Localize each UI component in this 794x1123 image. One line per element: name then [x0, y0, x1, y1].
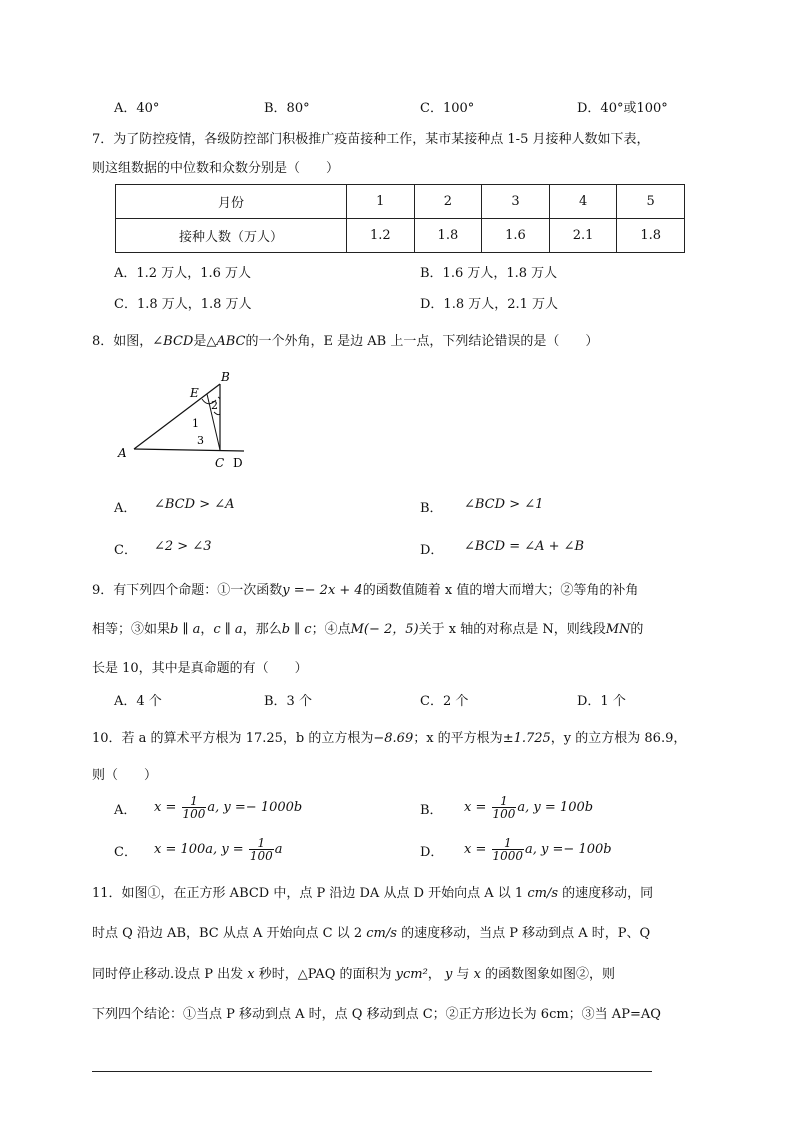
q8-option-a-label: A． — [114, 501, 137, 516]
numerator: 1 — [182, 795, 207, 808]
q7-data-table — [115, 184, 685, 253]
q8-stem — [92, 330, 598, 349]
q11-math: ycm² — [395, 967, 428, 982]
q11-stem-line2 — [92, 922, 650, 941]
q8-stem-prefix: 8．如图， — [92, 334, 153, 349]
fraction — [492, 837, 525, 862]
q10-option-d-label: D． — [420, 845, 444, 860]
numerator: 1 — [249, 837, 274, 850]
expr: a — [274, 842, 283, 857]
q6-option-a: A．40° — [114, 101, 160, 116]
q11-stem-line3 — [92, 963, 615, 982]
q9-text: 关于 x 轴的对称点是 N，则线段 — [418, 622, 606, 637]
table-row — [116, 185, 685, 219]
q11-math: y — [444, 967, 453, 982]
q8-option-b-label: B． — [420, 501, 443, 516]
q10-option-c — [154, 837, 283, 862]
q8-stem-suffix: 的一个外角，E 是边 AB 上一点，下列结论错误的是（ ） — [245, 334, 599, 349]
q9-text: ，那么 — [242, 622, 282, 637]
q10-math: ±1.725 — [502, 731, 551, 746]
expr: x = — [464, 800, 487, 815]
angle-3-label: 3 — [197, 434, 204, 447]
table-cell: 1.2 — [347, 219, 415, 253]
q11-math: x — [473, 967, 481, 982]
q8-option-d-label: D． — [420, 543, 444, 558]
q7-stem-line2: 则这组数据的中位数和众数分别是（ ） — [92, 161, 340, 176]
q10-option-b-label: B． — [420, 803, 443, 818]
table-cell: 5 — [617, 185, 685, 219]
denominator: 100 — [249, 849, 273, 863]
point-b-label: B — [221, 370, 230, 384]
q9-option-a: A．4 个 — [114, 694, 162, 709]
table-cell: 1.8 — [414, 219, 482, 253]
q10-option-b — [464, 795, 593, 820]
angle-1-label: 1 — [192, 417, 199, 430]
q8-option-c-label: C． — [114, 543, 137, 558]
table-cell: 2 — [414, 185, 482, 219]
table-cell: 3 — [482, 185, 550, 219]
q11-text: 的函数图象如图②，则 — [480, 967, 616, 982]
q10-option-a-label: A． — [114, 803, 137, 818]
q7-option-c: C．1.8 万人，1.8 万人 — [114, 297, 252, 312]
table-cell: 1.6 — [482, 219, 550, 253]
q7-option-d: D．1.8 万人，2.1 万人 — [420, 297, 559, 312]
q11-text: 同时停止移动.设点 P 出发 — [92, 967, 248, 982]
q11-text: 的速度移动，当点 P 移动到点 A 时，P、Q — [396, 926, 651, 941]
q9-text: 相等；③如果 — [92, 622, 171, 637]
angle-2-label: 2 — [211, 399, 218, 412]
angle-arc-3 — [214, 412, 220, 415]
q7-option-a: A．1.2 万人，1.6 万人 — [114, 266, 252, 281]
table-row-label: 接种人数（万人） — [116, 219, 347, 253]
expr: x = 100a, y = — [154, 842, 244, 857]
table-row — [116, 219, 685, 253]
point-a-label: A — [118, 446, 127, 460]
table-cell: 4 — [549, 185, 617, 219]
q9-text: ；④点 — [311, 622, 351, 637]
q7-option-b: B．1.6 万人，1.8 万人 — [420, 266, 558, 281]
q9-math: b ∥ c — [281, 622, 312, 637]
segment-ab — [134, 384, 220, 449]
q11-math: cm/s — [527, 886, 558, 901]
numerator: 1 — [492, 837, 525, 850]
q6-option-b: B．80° — [264, 101, 310, 116]
q8-option-d: ∠BCD = ∠A + ∠B — [464, 539, 585, 554]
point-d-label: D — [233, 456, 243, 470]
q8-stem-math1: ∠BCD — [152, 334, 194, 349]
q10-stem-line2: 则（ ） — [92, 768, 158, 783]
q9-option-d: D．1 个 — [577, 694, 626, 709]
q9-math: b ∥ a — [170, 622, 201, 637]
q9-math: MN — [605, 622, 631, 637]
expr: a, y =− 100b — [525, 842, 612, 857]
q10-stem-line1 — [92, 727, 686, 746]
q8-option-a: ∠BCD > ∠A — [154, 497, 235, 512]
q11-math: x — [247, 967, 255, 982]
q10-option-c-label: C． — [114, 845, 137, 860]
q11-text: 与 — [452, 967, 474, 982]
table-cell: 1 — [347, 185, 415, 219]
q11-text: 11．如图①，在正方形 ABCD 中，点 P 沿边 DA 从点 D 开始向点 A 以 1 — [92, 886, 528, 901]
q9-option-c: C．2 个 — [420, 694, 469, 709]
q8-stem-math2: ABC — [216, 334, 246, 349]
numerator: 1 — [492, 795, 517, 808]
q6-option-d: D．40°或100° — [577, 101, 668, 116]
q9-option-b: B．3 个 — [264, 694, 312, 709]
q9-math: y =− 2x + 4 — [282, 583, 363, 598]
point-e-label: E — [190, 386, 199, 400]
q8-option-c: ∠2 > ∠3 — [154, 539, 212, 554]
q10-text: ，y 的立方根为 86.9， — [550, 731, 687, 746]
expr: a, y = 100b — [517, 800, 594, 815]
q9-math: M(− 2，5) — [350, 622, 419, 637]
footer-divider — [92, 1071, 652, 1072]
q9-math: c ∥ a — [213, 622, 243, 637]
q9-text: 的函数值随着 x 值的增大而增大；②等角的补角 — [362, 583, 639, 598]
denominator: 100 — [492, 807, 516, 821]
denominator: 100 — [182, 807, 206, 821]
q8-option-b: ∠BCD > ∠1 — [464, 497, 544, 512]
q11-text: ， — [427, 967, 445, 982]
q10-math: −8.69 — [373, 731, 414, 746]
segment-ad — [134, 449, 244, 451]
expr: x = — [154, 800, 177, 815]
q7-stem-line1: 7．为了防控疫情，各级防控部门积极推广疫苗接种工作，某市某接种点 1-5 月接种人数如下表， — [92, 132, 650, 147]
q9-stem-line1 — [92, 579, 638, 598]
q11-math: cm/s — [366, 926, 397, 941]
q9-stem-line3: 长是 10，其中是真命题的有（ ） — [92, 661, 308, 676]
q9-stem-line2 — [92, 618, 643, 637]
fraction — [182, 795, 207, 820]
q8-triangle-figure — [110, 362, 260, 474]
q8-stem-mid: 是△ — [193, 334, 217, 349]
q9-text: 的 — [630, 622, 644, 637]
q10-text: 10．若 a 的算术平方根为 17.25，b 的立方根为 — [92, 731, 374, 746]
q11-text: 时点 Q 沿边 AB，BC 从点 A 开始向点 C 以 2 — [92, 926, 367, 941]
table-header-label: 月份 — [116, 185, 347, 219]
q10-option-d — [464, 837, 612, 862]
q11-stem-line4: 下列四个结论：①当点 P 移动到点 A 时，点 Q 移动到点 C；②正方形边长为 6cm；③当 AP=AQ — [92, 1007, 661, 1022]
table-cell: 1.8 — [617, 219, 685, 253]
q11-stem-line1 — [92, 882, 653, 901]
q11-text: 的速度移动，同 — [558, 886, 654, 901]
q9-text: 9．有下列四个命题：①一次函数 — [92, 583, 283, 598]
denominator: 1000 — [492, 849, 524, 863]
fraction — [492, 795, 517, 820]
fraction — [249, 837, 274, 862]
point-c-label: C — [215, 456, 225, 470]
q9-text: ， — [200, 622, 214, 637]
q10-text: ；x 的平方根为 — [413, 731, 503, 746]
expr: x = — [464, 842, 487, 857]
q10-option-a — [154, 795, 302, 820]
q11-text: 秒时，△PAQ 的面积为 — [254, 967, 396, 982]
q6-option-c: C．100° — [420, 101, 475, 116]
expr: a, y =− 1000b — [207, 800, 303, 815]
table-cell: 2.1 — [549, 219, 617, 253]
